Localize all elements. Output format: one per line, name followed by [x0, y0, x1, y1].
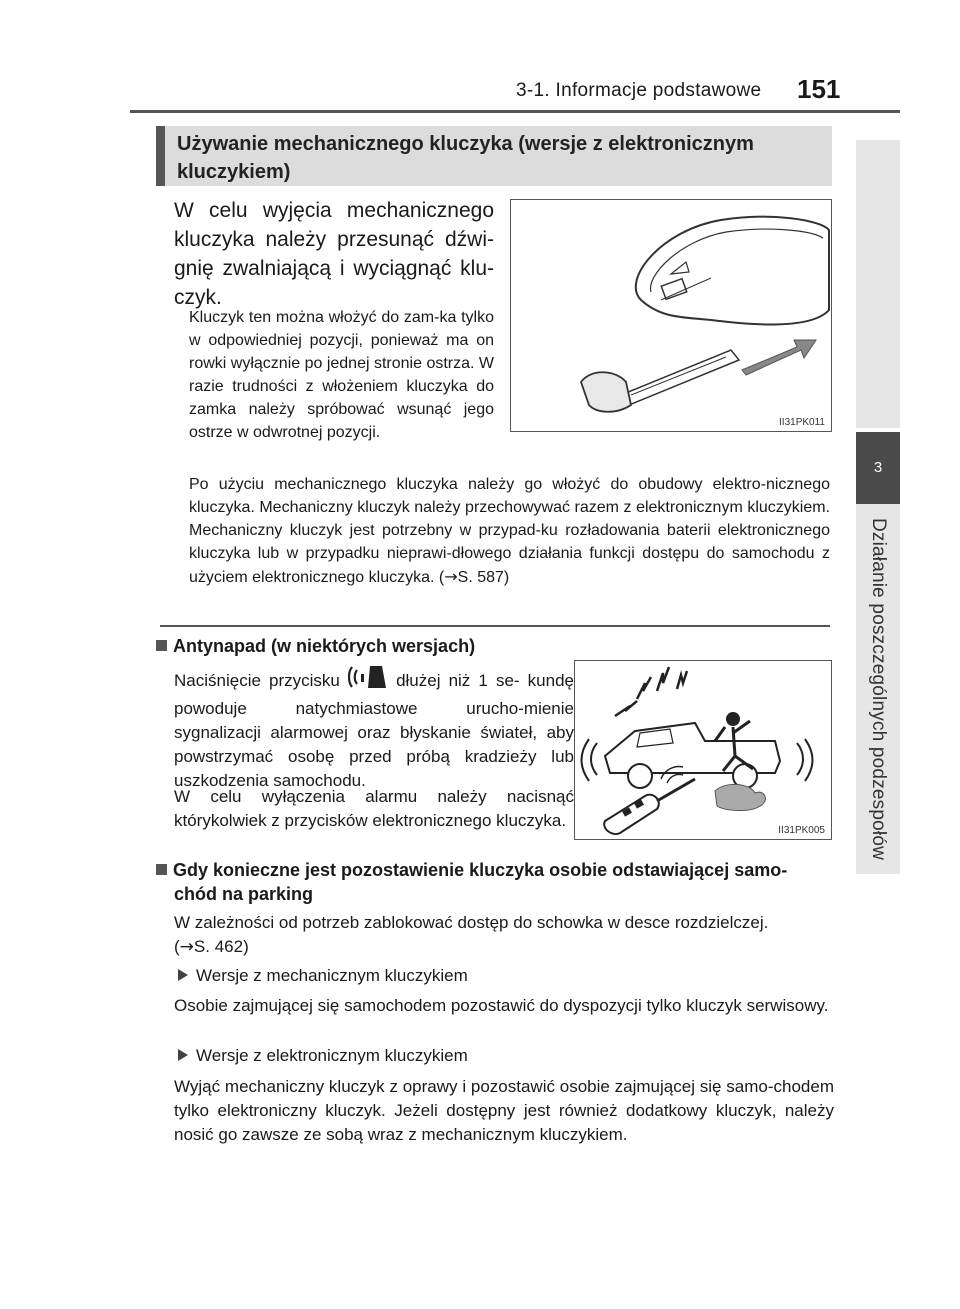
after-use-end: kluczyka. ( [368, 569, 445, 586]
section-title-line2: kluczykiem) [177, 161, 291, 183]
panic-button-icon [348, 664, 388, 697]
mech-key-label-text: Wersje z mechanicznym kluczykiem [196, 966, 468, 985]
after-use-paragraph [189, 473, 830, 589]
elec-key-paragraph: Wyjąć mechaniczny kluczyk z oprawy i pozostawić osobie zajmującej się samo-chodem tylko elektroniczny kluczyk. Jeżeli dostępny jest również dodatkowy kluczyk, należy nosić go zawsze ze sobą wraz z mechanicznym kluczykiem. [174, 1077, 834, 1144]
key-removal-illustration [511, 200, 831, 431]
panic-stop-paragraph: W celu wyłączenia alarmu należy nacisnąć którykolwiek z przycisków elektronicznego kluczyka. [174, 787, 574, 830]
figure1-code: II31PK011 [779, 417, 825, 428]
valet-ref-open: ( [174, 937, 180, 956]
triangle-bullet-icon [178, 969, 188, 981]
header-section-title: 3-1. Informacje podstawowe [516, 80, 762, 101]
valet-heading-line2: chód na parking [174, 884, 314, 904]
chapter-number: 3 [856, 432, 900, 504]
chapter-title: Działanie poszczególnych podzespołów [868, 517, 889, 861]
panic-text-after-icon: dłużej niż 1 se- [396, 671, 520, 690]
valet-text: W zależności od potrzeb zablokować dostęp do schowka w desce rozdzielczej. [174, 913, 769, 932]
right-arrow-icon: → [179, 937, 194, 957]
section-title-line1: Używanie mechanicznego kluczyka (wersje z elektronicznym [177, 133, 754, 155]
after-use-text: Po użyciu mechanicznego kluczyka należy go włożyć do obudowy elektro-nicznego kluczyka. Mechaniczny kluczyk należy przechowywać razem z elektronicznym kluczykiem. Mechaniczny kluczyk jest potrzebny w przypad-ku rozładowania baterii elektronicznego kluczyka lub w przypadku nieprawi-dłowego działania funkcji dostępu do samochodu z użyciem elektronicznego [189, 476, 830, 586]
figure-panic-alarm [574, 660, 832, 840]
valet-paragraph [174, 911, 834, 959]
right-arrow-icon: → [444, 567, 458, 586]
panic-heading [156, 634, 475, 658]
note-paragraph: Kluczyk ten można włożyć do zam-ka tylko w odpowiedniej pozycji, ponieważ ma on rowki wyłącznie po jednej stronie ostrza. W razie trudności z włożeniem kluczyka do zamka należy spróbować wsunąć jego ostrze w odwrotnej pozycji. [189, 309, 495, 441]
valet-heading [156, 858, 832, 906]
page-number: 151 [797, 74, 841, 104]
triangle-bullet-icon [178, 1049, 188, 1061]
panic-paragraph [174, 664, 574, 793]
square-bullet-icon [156, 640, 167, 651]
mech-key-label [178, 964, 834, 988]
panic-alarm-illustration [575, 661, 831, 839]
header-rule [130, 110, 900, 113]
section-title-box [156, 126, 832, 186]
square-bullet-icon [156, 864, 167, 875]
mech-key-paragraph: Osobie zajmującej się samochodem pozostawić do dyspozycji tylko kluczyk serwisowy. [174, 996, 829, 1015]
panic-text-rest: kundę powoduje natychmiastowe urucho-mienie sygnalizacji alarmowej oraz błyskanie świateł, aby powstrzymać osobę przed próbą kradzieży lub uszkodzenia samochodu. [174, 671, 574, 790]
lead-paragraph: W celu wyjęcia mechanicznego kluczyka należy przesunąć dźwi-gnię zwalniającą i wyciągnąć klu-czyk. [174, 199, 494, 309]
page-ref-462[interactable]: S. 462) [193, 937, 249, 956]
panic-text-start: Naciśnięcie przycisku [174, 671, 340, 690]
page-ref-587[interactable]: S. 587) [457, 569, 510, 586]
valet-heading-line1: Gdy konieczne jest pozostawienie kluczyka osobie odstawiającej samo- [173, 860, 788, 880]
side-tab-upper [856, 140, 900, 428]
panic-heading-text: Antynapad (w niektórych wersjach) [173, 636, 476, 656]
elec-key-label [178, 1044, 834, 1068]
elec-key-label-text: Wersje z elektronicznym kluczykiem [196, 1046, 468, 1065]
figure-mechanical-key [510, 199, 832, 432]
section-divider [160, 625, 830, 627]
figure2-code: II31PK005 [778, 825, 825, 836]
